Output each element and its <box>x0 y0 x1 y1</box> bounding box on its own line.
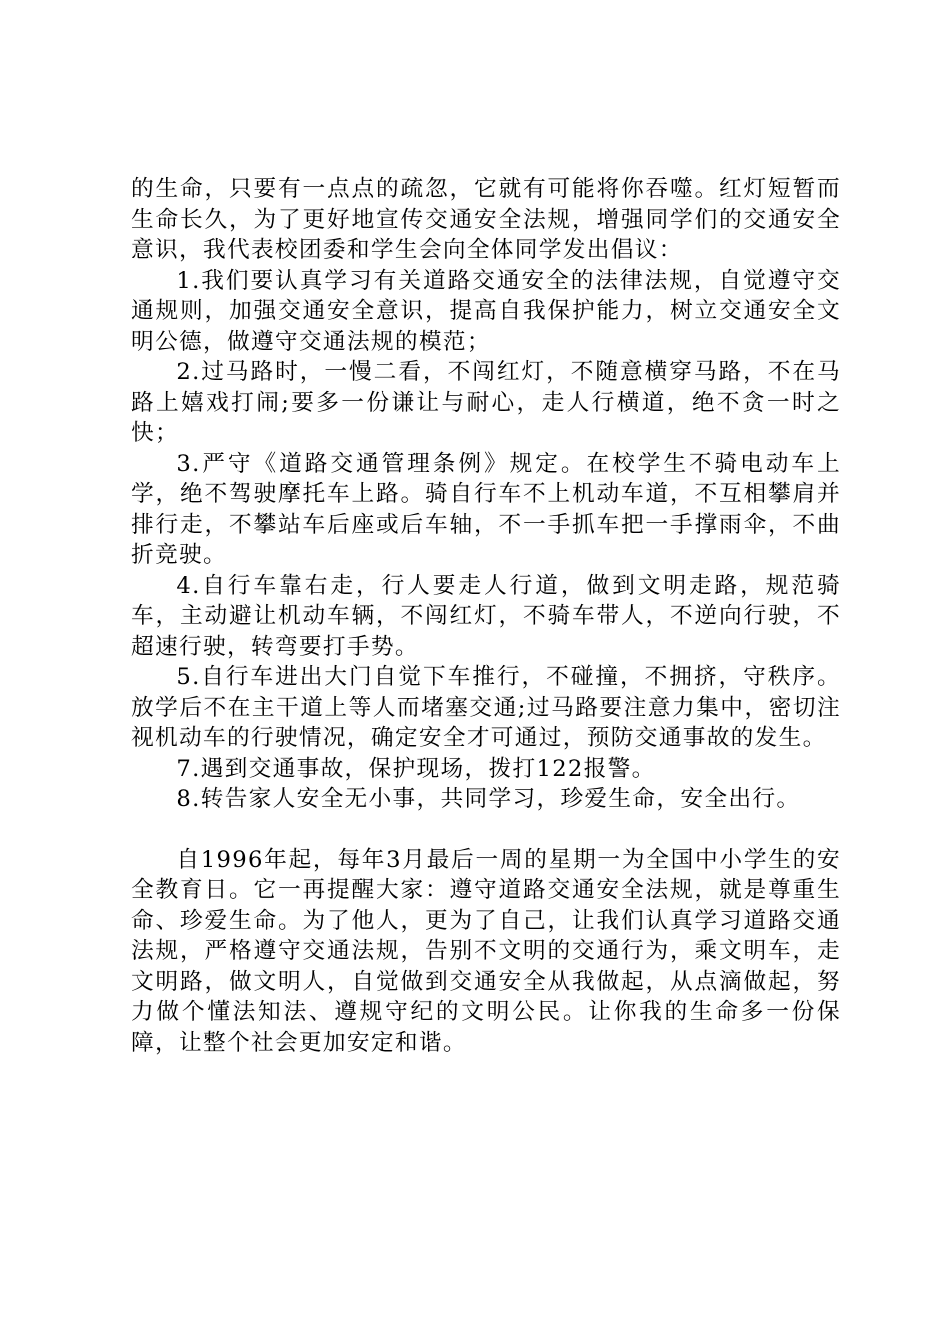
document-page <box>131 174 841 1058</box>
paragraph-spacer <box>131 815 841 845</box>
item-2-paragraph: 2.过马路时，一慢二看，不闯红灯，不随意横穿马路，不在马路上嬉戏打闹;要多一份谦让与耐心，走人行横道，绝不贪一时之快； <box>131 359 841 446</box>
item-7-paragraph: 7.遇到交通事故，保护现场，拨打122报警。 <box>176 755 656 782</box>
intro-paragraph: 的生命，只要有一点点的疏忽，它就有可能将你吞噬。红灯短暂而生命长久，为了更好地宣传交通安全法规，增强同学们的交通安全意识，我代表校团委和学生会向全体同学发出倡议： <box>131 176 841 263</box>
item-5-paragraph: 5.自行车进出大门自觉下车推行，不碰撞，不拥挤，守秩序。放学后不在主干道上等人而堵塞交通;过马路要注意力集中，密切注视机动车的行驶情况，确定安全才可通过，预防交通事故的发生。 <box>131 664 841 751</box>
item-8-paragraph: 8.转告家人安全无小事，共同学习，珍爱生命，安全出行。 <box>176 786 801 812</box>
item-3-paragraph: 3.严守《道路交通管理条例》规定。在校学生不骑电动车上学，绝不驾驶摩托车上路。骑自行车不上机动车道，不互相攀肩并排行走，不攀站车后座或后车轴，不一手抓车把一手撑雨伞，不曲折竞驶。 <box>131 450 841 568</box>
closing-paragraph: 自1996年起，每年3月最后一周的星期一为全国中小学生的安全教育日。它一再提醒大家：遵守道路交通安全法规，就是尊重生命、珍爱生命。为了他人，更为了自己，让我们认真学习道路交通法规，严格遵守交通法规，告别不文明的交通行为，乘文明车，走文明路，做文明人，自觉做到交通安全从我做起，从点滴做起，努力做个懂法知法、遵规守纪的文明公民。让你我的生命多一份保障，让整个社会更加安定和谐。 <box>131 846 841 1056</box>
item-4-paragraph: 4.自行车靠右走，行人要走人行道，做到文明走路，规范骑车，主动避让机动车辆，不闯红灯，不骑车带人，不逆向行驶，不超速行驶，转弯要打手势。 <box>131 572 841 660</box>
item-1-paragraph: 1.我们要认真学习有关道路交通安全的法律法规，自觉遵守交通规则，加强交通安全意识，提高自我保护能力，树立交通安全文明公德，做遵守交通法规的模范； <box>131 267 841 355</box>
